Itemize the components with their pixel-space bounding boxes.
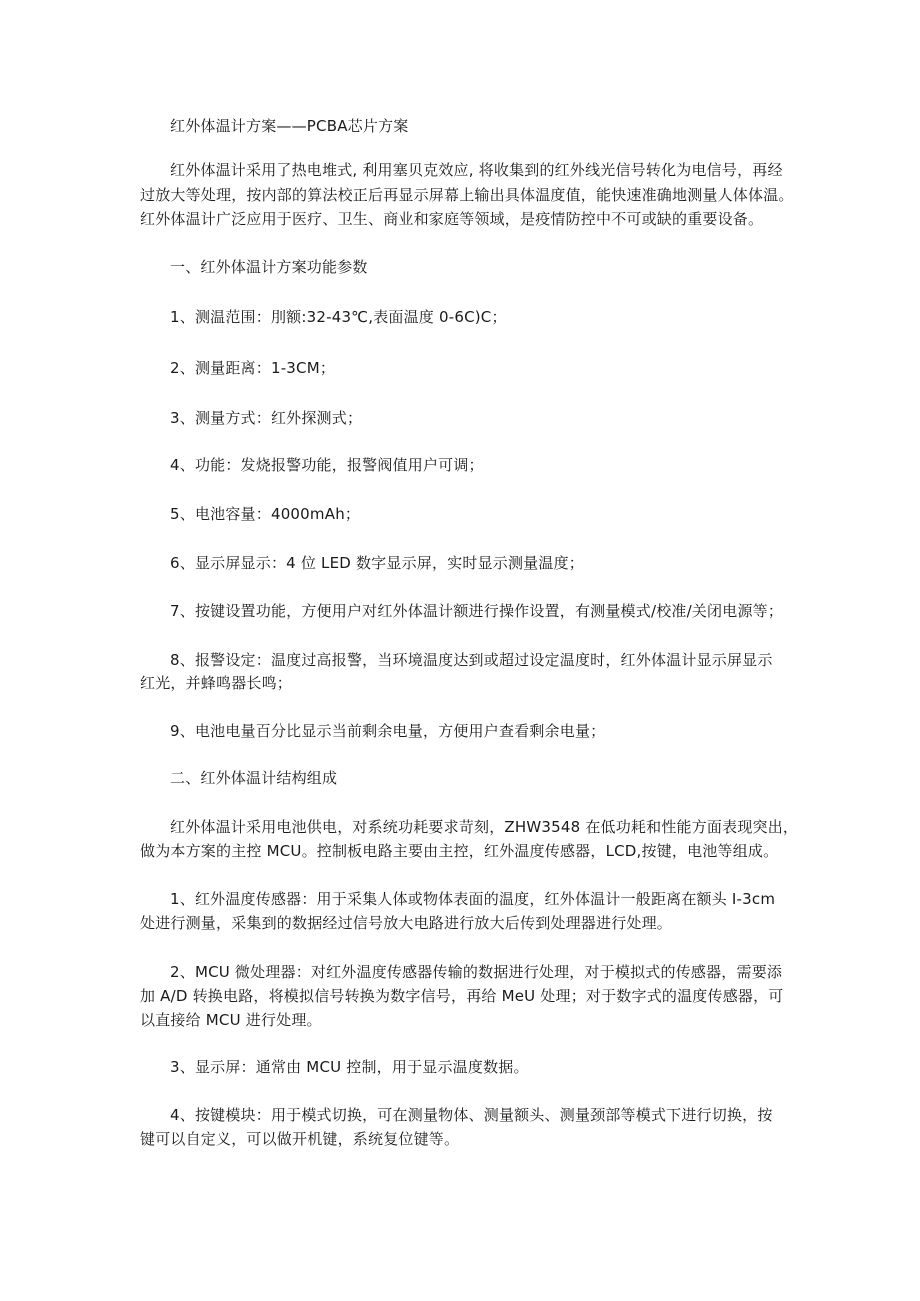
param-item-2: 2、测量距离：1-3CM； bbox=[170, 359, 336, 377]
param-item-5: 5、电池容量：4000mAh； bbox=[170, 505, 361, 523]
intro-line-2: 过放大等处理，按内部的算法校正后再显示屏幕上输出具体温度值，能快速准确地测量人体体温。 bbox=[140, 186, 794, 204]
intro-line-1: 红外体温计采用了热电堆式, 利用塞贝克效应, 将收集到的红外线光信号转化为电信号，再经 bbox=[170, 161, 783, 179]
component-item-1-line-2: 处进行测量，采集到的数据经过信号放大电路进行放大后传到处理器进行处理。 bbox=[140, 914, 673, 932]
param-item-8-line-1: 8、报警设定：温度过高报警，当环境温度达到或超过设定温度时，红外体温计显示屏显示 bbox=[170, 651, 773, 669]
param-item-8-line-2: 红光，并蜂鸣器长鸣； bbox=[140, 674, 293, 692]
intro-line-3: 红外体温计广泛应用于医疗、卫生、商业和家庭等领域，是疫情防控中不可或缺的重要设备。 bbox=[140, 210, 764, 228]
param-item-1: 1、测温范围：刖额:32-43℃,表面温度 0-6C)C； bbox=[170, 308, 507, 326]
param-item-9: 9、电池电量百分比显示当前剩余电量，方便用户查看剩余电量； bbox=[170, 722, 606, 740]
section2-heading: 二、红外体温计结构组成 bbox=[170, 769, 338, 787]
doc-title: 红外体温计方案——PCBA芯片方案 bbox=[170, 117, 409, 135]
section2-intro-line-1: 红外体温计采用电池供电，对系统功耗要求苛刻，ZHW3548 在低功耗和性能方面表现突出， bbox=[170, 818, 799, 836]
component-item-2-line-3: 以直接给 MCU 进行处理。 bbox=[140, 1011, 322, 1029]
component-item-2-line-1: 2、MCU 微处理器：对红外温度传感器传输的数据进行处理，对于模拟式的传感器，需要添 bbox=[170, 963, 783, 981]
component-item-1-line-1: 1、红外温度传感器：用于采集人体或物体表面的温度，红外体温计一般距离在额头 I-3cm bbox=[170, 890, 776, 908]
component-item-4-line-2: 键可以自定义，可以做开机键，系统复位键等。 bbox=[140, 1130, 460, 1148]
component-item-4-line-1: 4、按键模块：用于模式切换，可在测量物体、测量额头、测量颈部等模式下进行切换，按 bbox=[170, 1106, 773, 1124]
param-item-7: 7、按键设置功能，方便用户对红外体温计额进行操作设置，有测量模式/校准/关闭电源等； bbox=[170, 602, 784, 620]
param-item-3: 3、测量方式：红外探测式； bbox=[170, 409, 363, 427]
section1-heading: 一、红外体温计方案功能参数 bbox=[170, 258, 368, 276]
param-item-4: 4、功能：发烧报警功能，报警阀值用户可调； bbox=[170, 456, 484, 474]
section2-intro-line-2: 做为本方案的主控 MCU。控制板电路主要由主控，红外温度传感器，LCD,按键，电池等组成。 bbox=[140, 842, 779, 860]
component-item-3: 3、显示屏：通常由 MCU 控制，用于显示温度数据。 bbox=[170, 1058, 529, 1076]
param-item-6: 6、显示屏显示：4 位 LED 数字显示屏，实时显示测量温度； bbox=[170, 554, 584, 572]
component-item-2-line-2: 加 A/D 转换电路，将模拟信号转换为数字信号，再给 MeU 处理；对于数字式的温度传感器，可 bbox=[140, 987, 784, 1005]
